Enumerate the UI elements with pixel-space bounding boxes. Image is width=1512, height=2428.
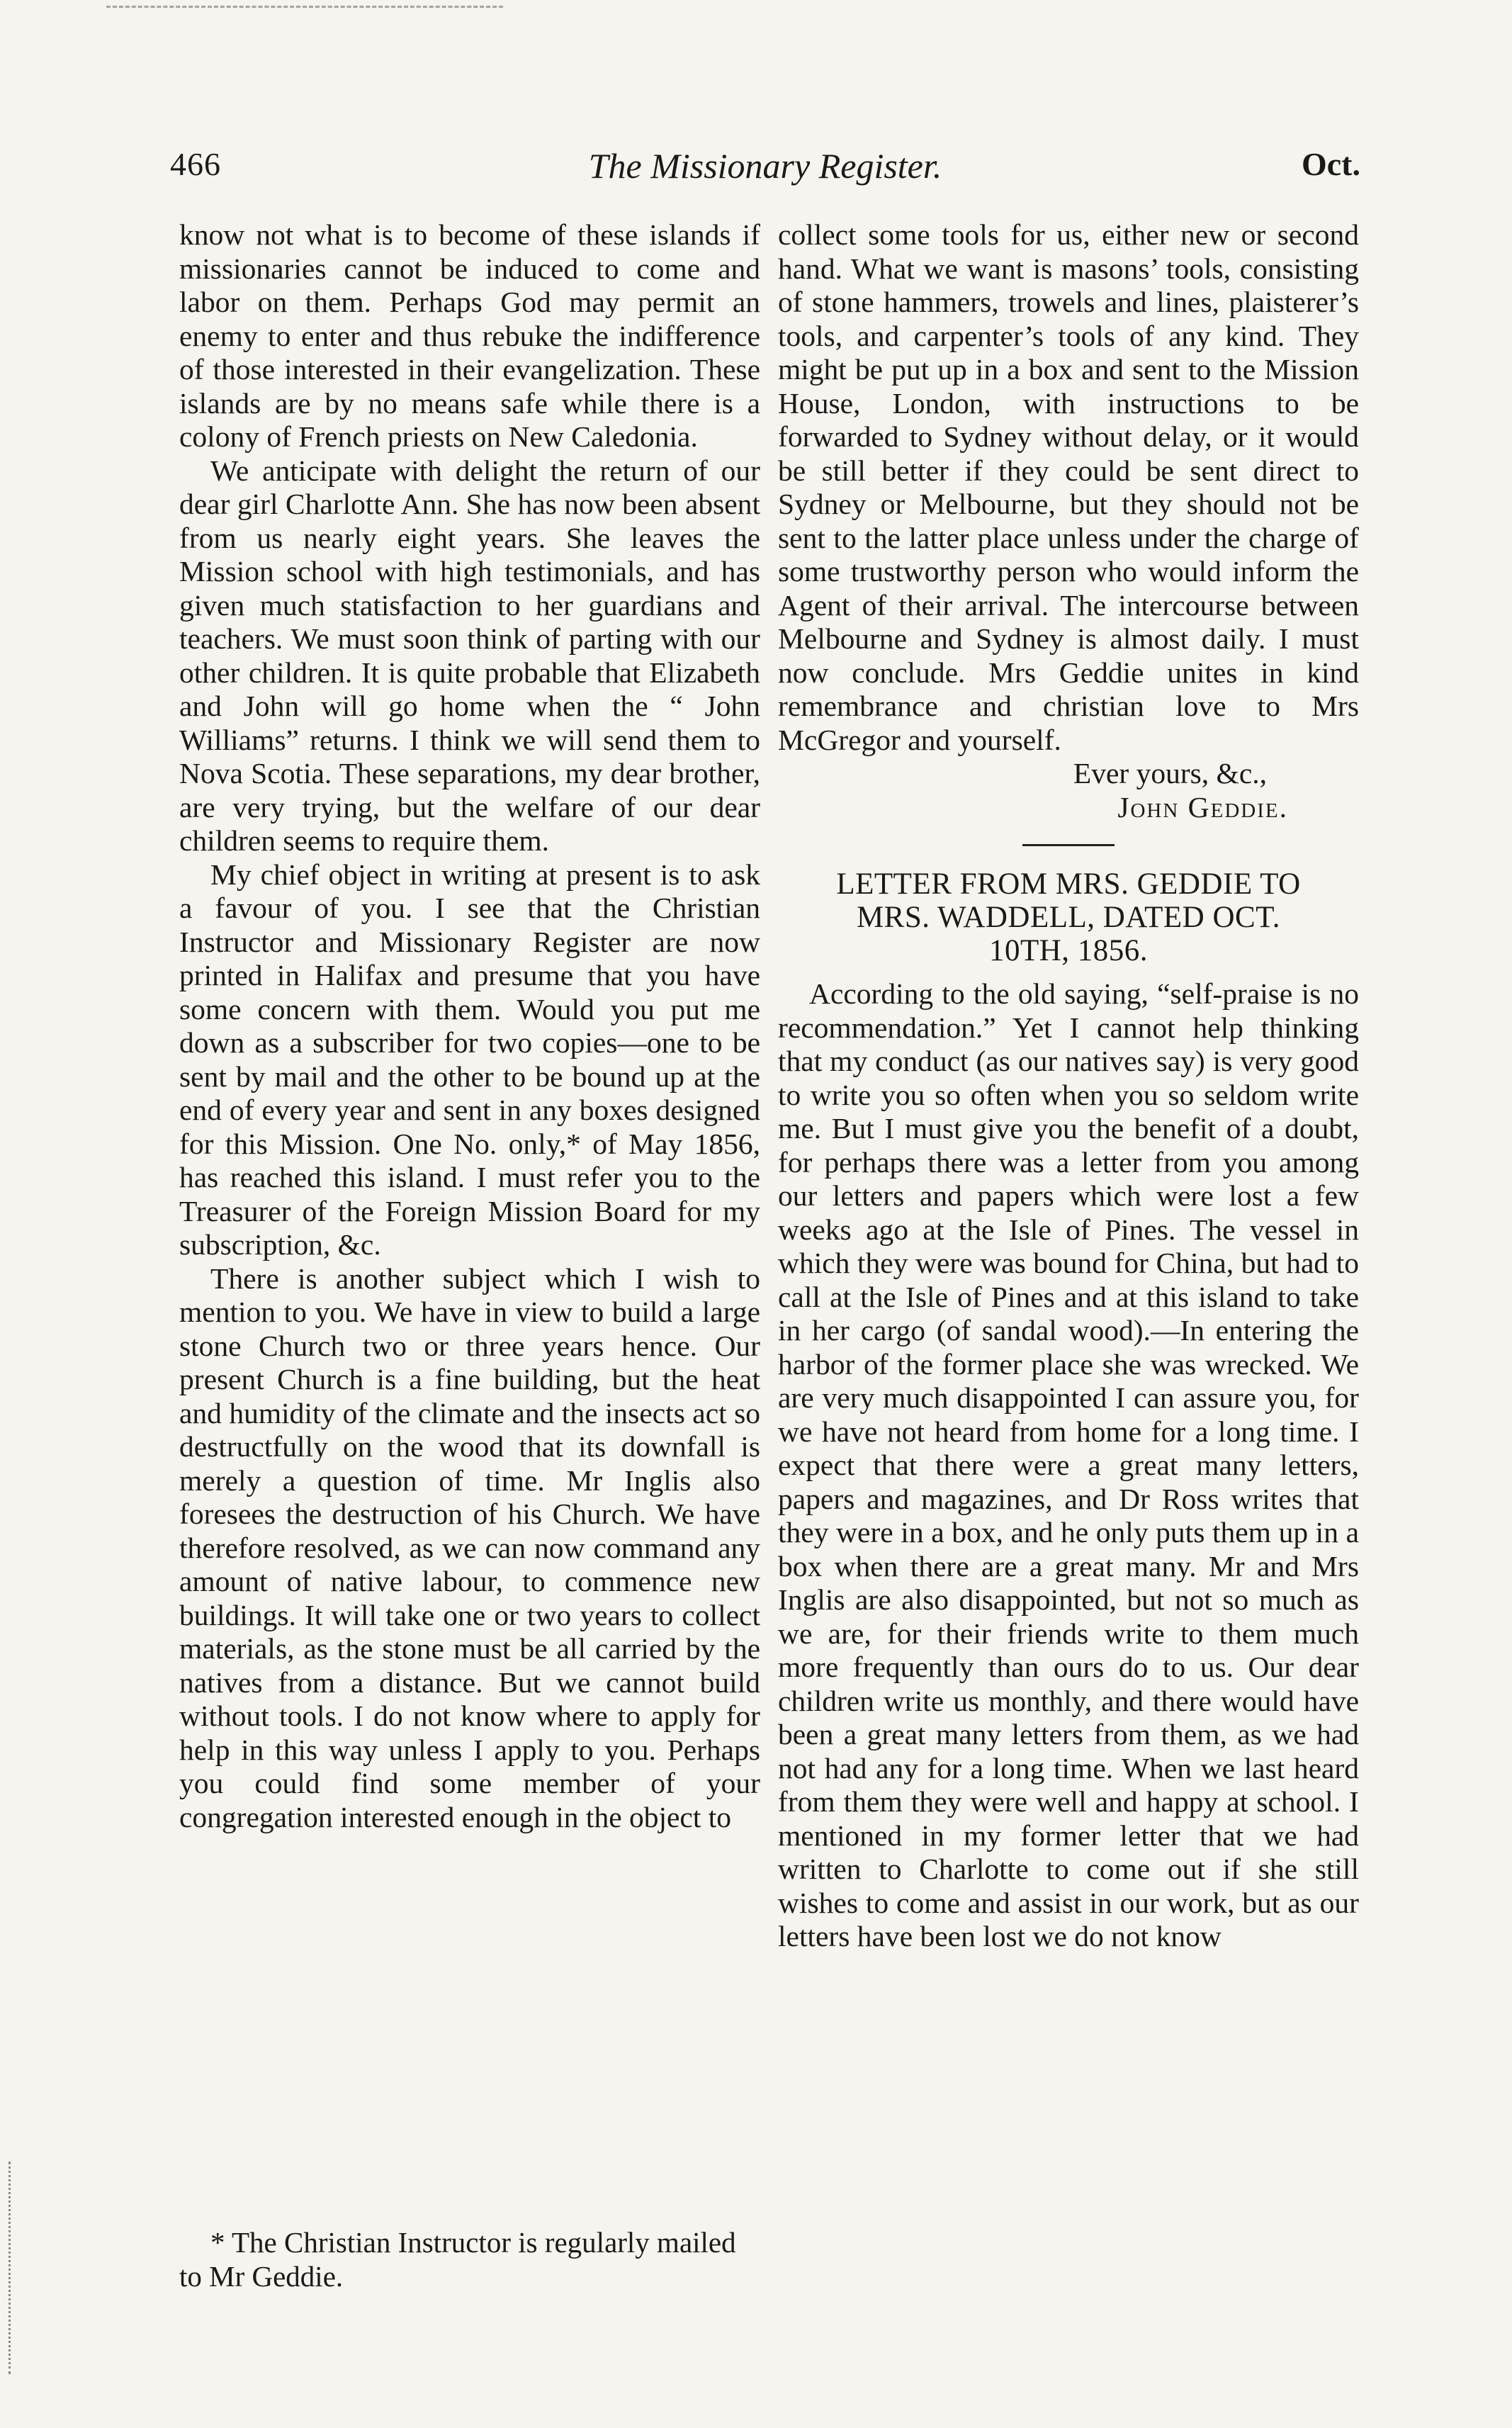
running-title: The Missionary Register. bbox=[588, 146, 942, 186]
paragraph: According to the old saying, “self-praise is no recommendation.” Yet I cannot help thinking that my conduct (as our natives say) is very good to write you so often when you so seldom write me. But I must give you the benefit of a doubt, for perhaps there was a letter from you among our letters and papers which were lost a few weeks ago at the Isle of Pines. The vessel in which they were was bound for China, but had to call at the Isle of Pines and at this island to take in her cargo (of sandal wood).—In entering the harbor of the former place she was wrecked. We are very much disappointed I can assure you, for we have not heard from home for a long time. I expect that there were a great many letters, papers and magazines, and Dr Ross writes that they were in a box, and he only puts them up in a box when there are a great many. Mr and Mrs Inglis are also disappointed, but not so much as we are, for their friends write to them much more frequently than ours do to us. Our dear children write us monthly, and there would have been a great many letters from them, as we had not had any for a long time. When we last heard from them they were well and happy at school. I mentioned in my former letter that we had written to Charlotte to come out if she still wishes to come and assist in our work, but as our letters have been lost we do not know bbox=[778, 977, 1359, 1952]
section-divider bbox=[1022, 844, 1115, 846]
signoff: Ever yours, &c., bbox=[1073, 757, 1267, 789]
footnote bbox=[179, 2225, 760, 2293]
paragraph: My chief object in writing at present is to ask a favour of you. I see that the Christian Instructor and Missionary Register are now printed in Halifax and presume that you have some concern with them. Would you put me down as a subscriber for two copies—one to be sent by mail and the other to be bound up at the end of every year and sent in any boxes designed for this Mission. One No. only,* of May 1856, has reached this island. I must refer you to the Treasurer of the Foreign Mission Board for my subscription, &c. bbox=[179, 858, 760, 1261]
heading-line: MRS. WADDELL, DATED OCT. bbox=[856, 901, 1281, 934]
page-number: 466 bbox=[170, 146, 221, 182]
right-column bbox=[778, 218, 1359, 1954]
paragraph: know not what is to become of these islands if missionaries cannot be induced to come and labor on them. Perhaps God may permit an enemy to enter and thus rebuke the indifference of those interested in their evangelization. These islands are by no means safe while there is a colony of French priests on New Caledonia. bbox=[179, 218, 760, 453]
scan-artifact bbox=[106, 6, 503, 15]
paragraph: We anticipate with delight the return of our dear girl Charlotte Ann. She has now been absent from us nearly eight years. She leaves the Mission school with high testimonials, and has given much statisfaction to her guardians and teachers. We must soon think of parting with our other children. It is quite probable that Elizabeth and John will go home when the “ John Williams” returns. I think we will send them to Nova Scotia. These separations, my dear brother, are very trying, but the welfare of our dear children seems to require them. bbox=[179, 454, 760, 857]
heading-line: 10TH, 1856. bbox=[988, 934, 1149, 967]
scan-artifact bbox=[9, 2162, 15, 2374]
signature: John Geddie. bbox=[1117, 790, 1288, 824]
letter-heading bbox=[778, 867, 1359, 967]
page-header bbox=[170, 145, 1360, 195]
paragraph: collect some tools for us, either new or second hand. What we want is masons’ tools, consisting of stone hammers, trowels and lines, plaisterer’s tools, and carpenter’s tools of any kind. They might be put up in a box and sent to the Mission House, London, with instructions to be forwarded to Sydney without delay, or it would be still better if they could be sent direct to Sydney or Melbourne, but they should not be sent to the latter place unless under the charge of some trustworthy person who would inform the Agent of their arrival. The intercourse between Melbourne and Sydney is almost daily. I must now conclude. Mrs Geddie unites in kind remembrance and christian love to Mrs McGregor and yourself. bbox=[778, 218, 1359, 756]
heading-line: LETTER FROM MRS. GEDDIE TO bbox=[836, 867, 1301, 901]
footnote-text: * The Christian Instructor is regularly mailed to Mr Geddie. bbox=[179, 2226, 736, 2293]
paragraph: There is another subject which I wish to mention to you. We have in view to build a large stone Church two or three years hence. Our present Church is a fine building, but the heat and humidity of the climate and the insects act so destructfully on the wood that its downfall is merely a question of time. Mr Inglis also foresees the destruction of his Church. We have therefore resolved, as we can now command any amount of native labour, to commence new buildings. It will take one or two years to collect materials, as the stone must be all carried by the natives from a distance. But we cannot build without tools. I do not know where to apply for help in this way unless I apply to you. Perhaps you could find some member of your congregation interested enough in the object to bbox=[179, 1261, 760, 1833]
left-column bbox=[179, 218, 760, 1834]
month-label: Oct. bbox=[1301, 146, 1360, 182]
